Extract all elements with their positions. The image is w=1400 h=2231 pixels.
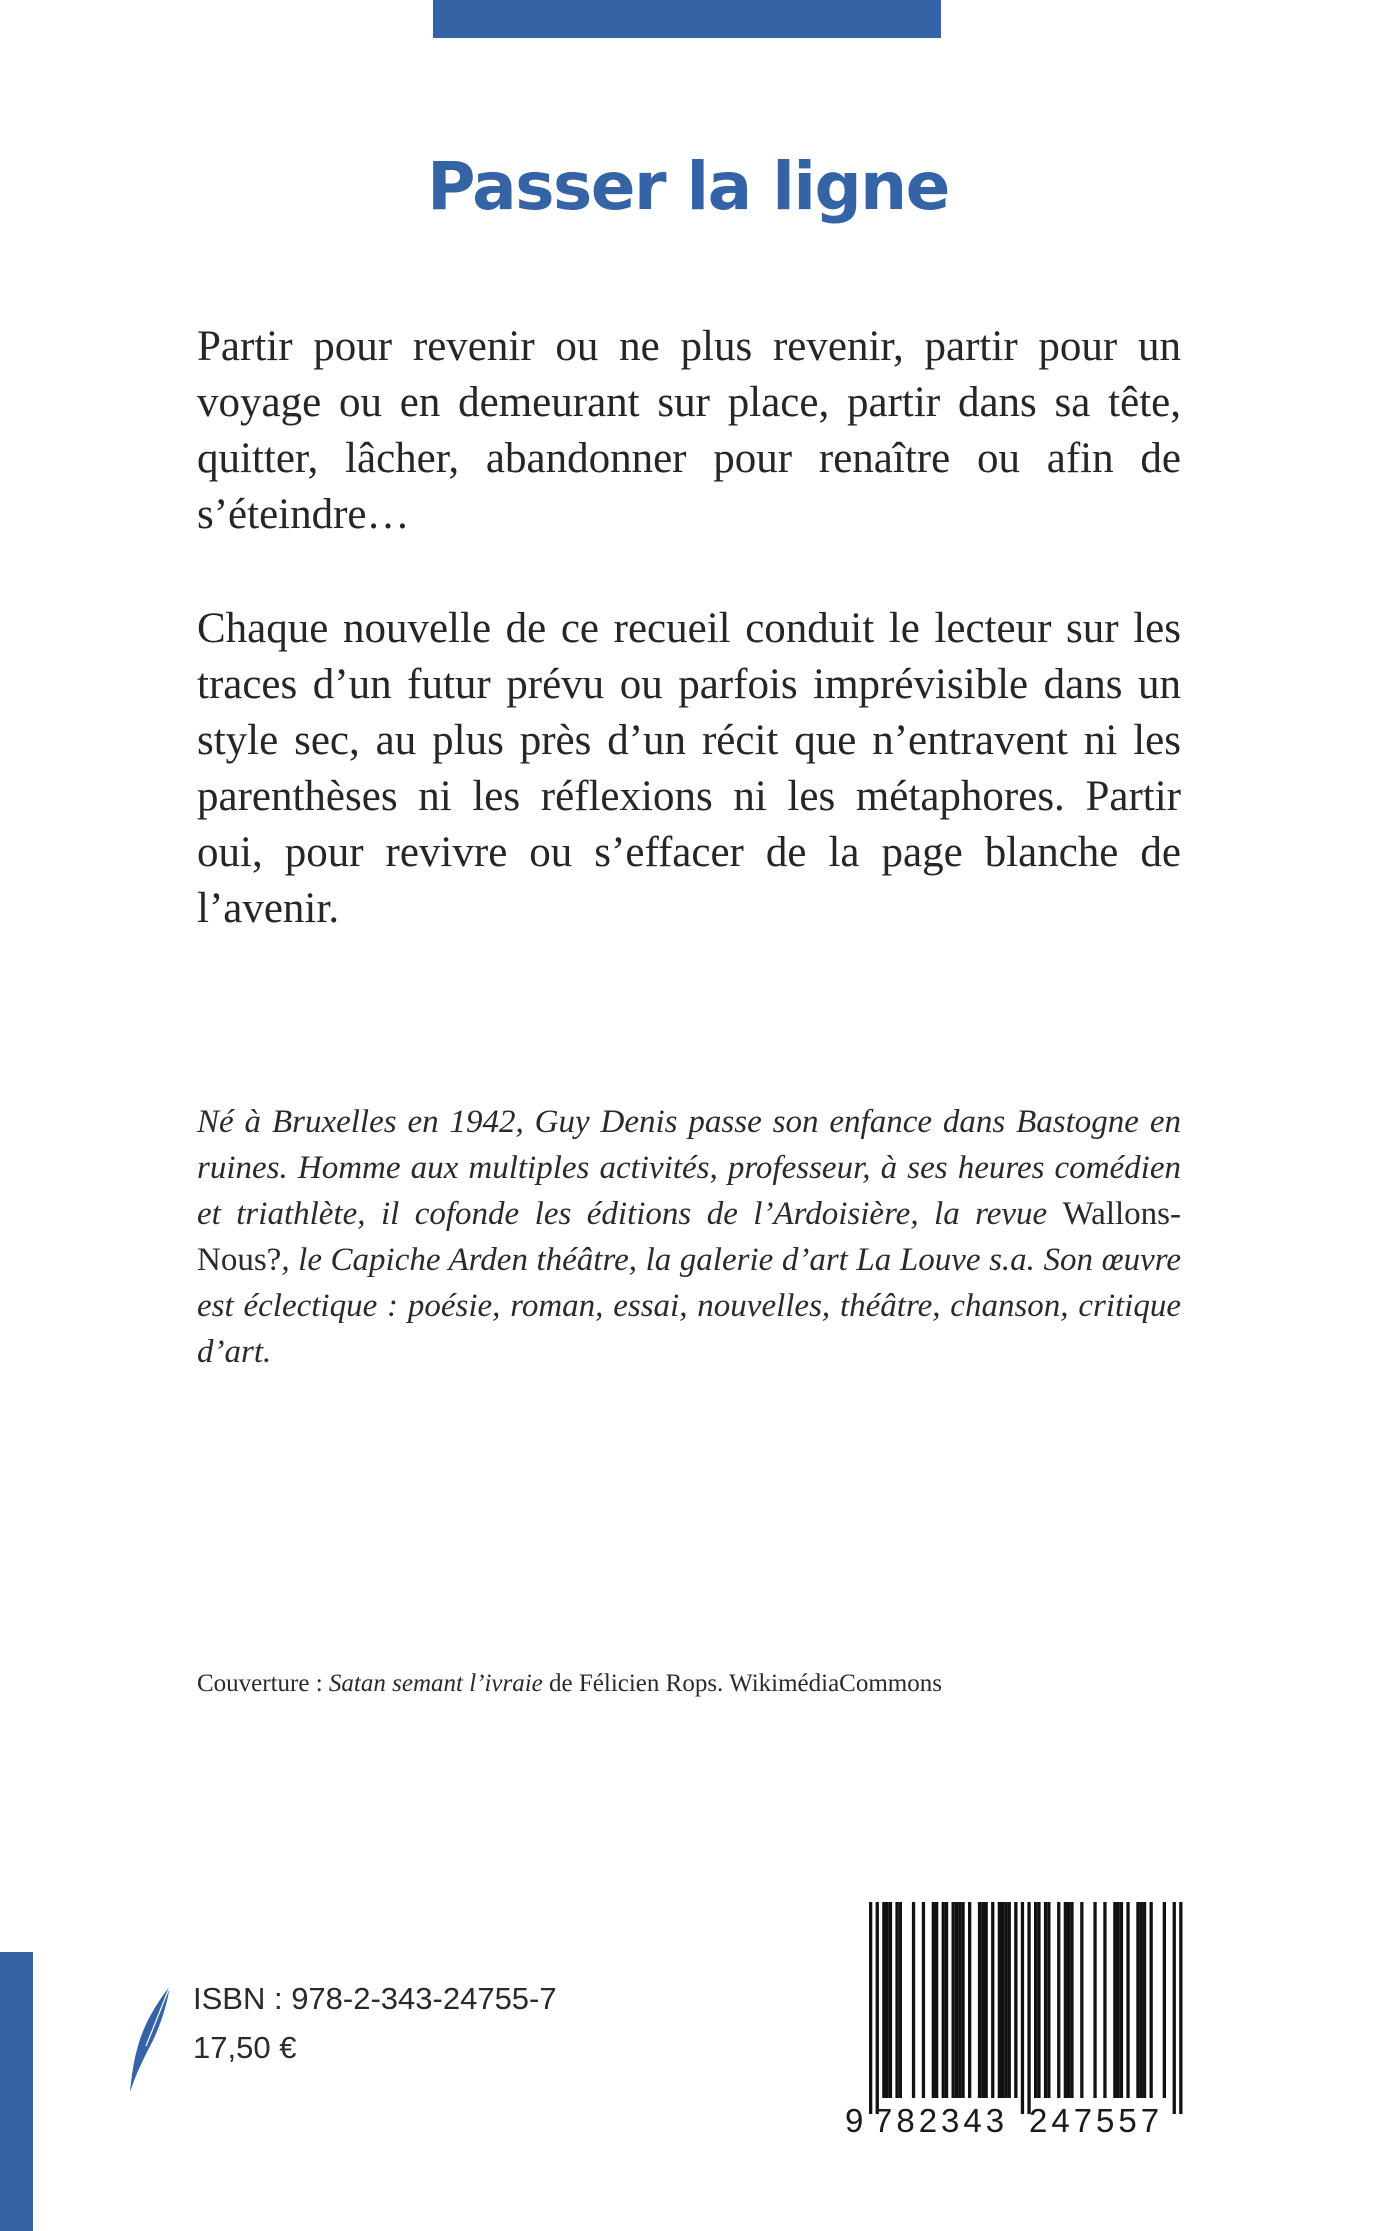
- barcode-bar: [932, 1902, 935, 2098]
- price: 17,50 €: [193, 2030, 297, 2065]
- book-title: Passer la ligne: [427, 148, 949, 225]
- cover-credit-work: Satan semant l’ivraie: [328, 1670, 543, 1697]
- barcode-bar: [1037, 1902, 1040, 2098]
- barcode-bar: [1067, 1902, 1070, 2098]
- barcode-bar: [1143, 1902, 1146, 2098]
- barcode-bar: [1064, 1902, 1067, 2098]
- barcode-first-digit: 9: [845, 2102, 864, 2139]
- author-bio-part-1: Né à Bruxelles en 1942, Guy Denis passe son enfance dans Bastogne en ruines. Homme aux multiples activités, professeur, à ses heures comédien et triathlète, il cofonde les éditions de l’Ardoisière, la revue: [197, 1104, 1181, 1232]
- barcode-bar: [1179, 1902, 1182, 2114]
- cover-credit: [197, 1670, 942, 1698]
- barcode-bar: [1103, 1902, 1106, 2098]
- barcode-bar: [895, 1902, 898, 2098]
- barcode-bar: [1126, 1902, 1129, 2098]
- barcode-bar: [998, 1902, 1001, 2098]
- isbn-number: ISBN : 978-2-343-24755-7: [193, 1981, 557, 2016]
- barcode-graphic: [839, 1892, 1191, 2140]
- barcode-bar: [1120, 1902, 1123, 2098]
- barcode-bar: [1140, 1902, 1143, 2098]
- barcode-bar: [955, 1902, 958, 2098]
- barcode-bar: [889, 1902, 892, 2098]
- barcode-bar: [985, 1902, 988, 2098]
- barcode-bar: [1080, 1902, 1083, 2098]
- barcode-bar: [1001, 1902, 1004, 2098]
- barcode-bar: [1150, 1902, 1153, 2098]
- barcode-bar: [1057, 1902, 1060, 2098]
- barcode-bar: [952, 1902, 955, 2098]
- barcode-bar: [899, 1902, 902, 2098]
- barcode-bar: [935, 1902, 938, 2098]
- barcode-bar: [961, 1902, 964, 2098]
- barcode-bar: [886, 1902, 889, 2098]
- barcode-bar: [1163, 1902, 1166, 2098]
- barcode-bar: [1044, 1902, 1047, 2098]
- feather-logo-icon: [126, 1984, 176, 2094]
- author-bio-part-2: , le Capiche Arden théâtre, la galerie d’art La Louve s.a. Son œuvre est éclectique : poésie, roman, essai, nouvelles, théâtre, chanson, critique d’art.: [197, 1242, 1181, 1370]
- barcode-right-digits: 247557: [1029, 2102, 1164, 2139]
- barcode-bar: [958, 1902, 961, 2098]
- barcode-bar: [1027, 1902, 1030, 2114]
- barcode-bar: [978, 1902, 981, 2098]
- blurb-paragraph-2: Chaque nouvelle de ce recueil conduit le lecteur sur les traces d’un futur prévu ou parfois imprévisible dans un style sec, au plus près d’un récit que n’entravent ni les parenthèses ni les réflexions ni les métaphores. Partir oui, pour revivre ou s’effacer de la page blanche de l’avenir.: [197, 605, 1181, 932]
- journal-name: Wallons-Nous?: [197, 1196, 1181, 1278]
- barcode: [839, 1892, 1191, 2140]
- barcode-bar: [882, 1902, 885, 2098]
- barcode-bar: [981, 1902, 984, 2098]
- blurb-paragraph-1: Partir pour revenir ou ne plus revenir, partir pour un voyage ou en demeurant sur place, partir dans sa tête, quitter, lâcher, abandonner pour renaître ou afin de s’éteindre…: [197, 323, 1181, 538]
- barcode-left-digits: 782343: [874, 2102, 1009, 2139]
- barcode-bar: [968, 1902, 971, 2098]
- barcode-bar: [1004, 1902, 1007, 2098]
- cover-credit-rest: de Félicien Rops. WikimédiaCommons: [542, 1670, 942, 1697]
- barcode-bar: [1093, 1902, 1096, 2098]
- barcode-bar: [1070, 1902, 1073, 2098]
- side-color-band: [0, 1952, 33, 2231]
- barcode-bar: [1136, 1902, 1139, 2098]
- barcode-bar: [922, 1902, 925, 2098]
- barcode-bar: [1173, 1902, 1176, 2114]
- author-bio: [197, 1099, 1181, 1375]
- barcode-bar: [1021, 1902, 1024, 2114]
- barcode-bar: [1113, 1902, 1116, 2098]
- barcode-bar: [942, 1902, 945, 2098]
- barcode-bar: [876, 1902, 879, 2114]
- barcode-bar: [1117, 1902, 1120, 2098]
- barcode-bar: [869, 1902, 872, 2114]
- top-color-band: [433, 0, 941, 38]
- barcode-bars: [869, 1902, 1183, 2114]
- barcode-bar: [1047, 1902, 1050, 2098]
- barcode-bar: [1034, 1902, 1037, 2098]
- barcode-bar: [1014, 1902, 1017, 2098]
- barcode-bar: [912, 1902, 915, 2098]
- barcode-bar: [1008, 1902, 1011, 2098]
- barcode-bar: [945, 1902, 948, 2098]
- cover-credit-label: Couverture :: [197, 1670, 329, 1697]
- barcode-bar: [991, 1902, 994, 2098]
